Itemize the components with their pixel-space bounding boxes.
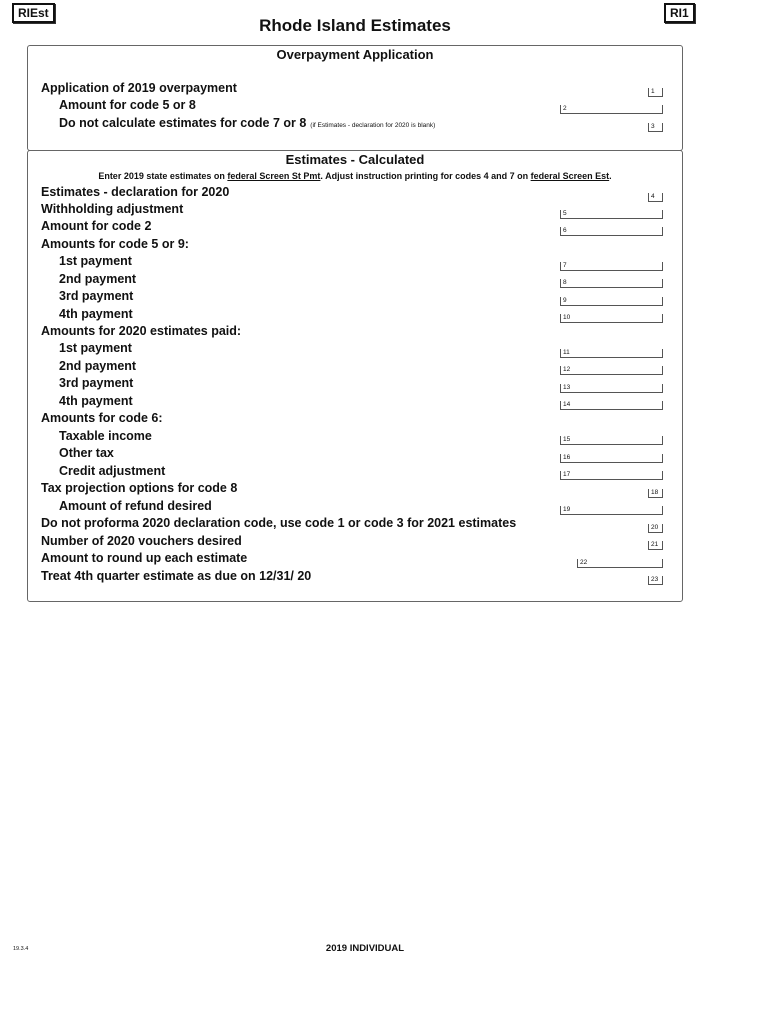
page-title: Rhode Island Estimates — [259, 16, 451, 35]
row-label: Do not calculate estimates for code 7 or 8 — [59, 116, 307, 130]
version-label: 19.3.4 — [13, 946, 29, 952]
field-4[interactable]: 4 — [648, 193, 663, 202]
row-label: 3rd payment — [59, 289, 134, 303]
group-heading: Amounts for 2020 estimates paid: — [41, 324, 242, 338]
row-label: 2nd payment — [59, 359, 137, 373]
instruction-part: . — [609, 171, 612, 181]
row-label: 1st payment — [59, 341, 132, 355]
field-3[interactable]: 3 — [648, 123, 663, 132]
field-19[interactable]: 19 — [560, 506, 663, 515]
field-15[interactable]: 15 — [560, 436, 663, 445]
row-label: Amount of refund desired — [59, 499, 212, 513]
row-note: (if Estimates - declaration for 2020 is blank) — [310, 122, 436, 129]
field-12[interactable]: 12 — [560, 366, 663, 375]
row-label: Taxable income — [59, 429, 152, 443]
field-8[interactable]: 8 — [560, 279, 663, 288]
row-label: 2nd payment — [59, 272, 137, 286]
field-7[interactable]: 7 — [560, 262, 663, 271]
row-label: Do not proforma 2020 declaration code, use code 1 or code 3 for 2021 estimates — [41, 516, 517, 530]
field-11[interactable]: 11 — [560, 349, 663, 358]
row-label: Tax projection options for code 8 — [41, 481, 238, 495]
field-20[interactable]: 20 — [648, 524, 663, 533]
field-9[interactable]: 9 — [560, 297, 663, 306]
instruction-part: . Adjust instruction printing for codes 4 and 7 on — [320, 171, 531, 181]
row-label: 4th payment — [59, 307, 133, 321]
field-21[interactable]: 21 — [648, 541, 663, 550]
instruction-part: Enter 2019 state estimates on — [98, 171, 228, 181]
row-label: 3rd payment — [59, 376, 134, 390]
section-title-overpayment: Overpayment Application — [276, 47, 434, 62]
row-label: Amount for code 5 or 8 — [59, 98, 196, 112]
field-13[interactable]: 13 — [560, 384, 663, 393]
field-1[interactable]: 1 — [648, 88, 663, 97]
row-label: 4th payment — [59, 394, 133, 408]
row-label-with-note — [59, 116, 435, 130]
form-tag-riest[interactable]: RIEst — [12, 3, 55, 23]
link-federal-screen-st-pmt[interactable]: federal Screen St Pmt — [227, 171, 321, 181]
group-heading: Amounts for code 5 or 9: — [41, 237, 189, 251]
row-label: Number of 2020 vouchers desired — [41, 534, 242, 548]
row-label: Estimates - declaration for 2020 — [41, 185, 230, 199]
field-5[interactable]: 5 — [560, 210, 663, 219]
row-label: Withholding adjustment — [41, 202, 184, 216]
field-2[interactable]: 2 — [560, 105, 663, 114]
row-label: 1st payment — [59, 254, 132, 268]
field-14[interactable]: 14 — [560, 401, 663, 410]
field-17[interactable]: 17 — [560, 471, 663, 480]
instruction-text — [28, 171, 682, 181]
field-16[interactable]: 16 — [560, 454, 663, 463]
overpayment-section — [27, 45, 683, 151]
form-footer: 2019 INDIVIDUAL — [325, 943, 405, 954]
field-18[interactable]: 18 — [648, 489, 663, 498]
field-10[interactable]: 10 — [560, 314, 663, 323]
row-label: Credit adjustment — [59, 464, 166, 478]
field-6[interactable]: 6 — [560, 227, 663, 236]
field-22[interactable]: 22 — [577, 559, 663, 568]
row-label: Treat 4th quarter estimate as due on 12/31/ 20 — [41, 569, 312, 583]
row-label: Other tax — [59, 446, 114, 460]
field-23[interactable]: 23 — [648, 576, 663, 585]
row-label: Amount to round up each estimate — [41, 551, 248, 565]
link-federal-screen-est[interactable]: federal Screen Est — [530, 171, 610, 181]
row-label: Amount for code 2 — [41, 219, 152, 233]
group-heading: Amounts for code 6: — [41, 411, 163, 425]
row-label: Application of 2019 overpayment — [41, 81, 237, 95]
section-title-estimates: Estimates - Calculated — [285, 152, 425, 167]
estimates-section — [27, 150, 683, 602]
form-tag-ri1[interactable]: RI1 — [664, 3, 695, 23]
